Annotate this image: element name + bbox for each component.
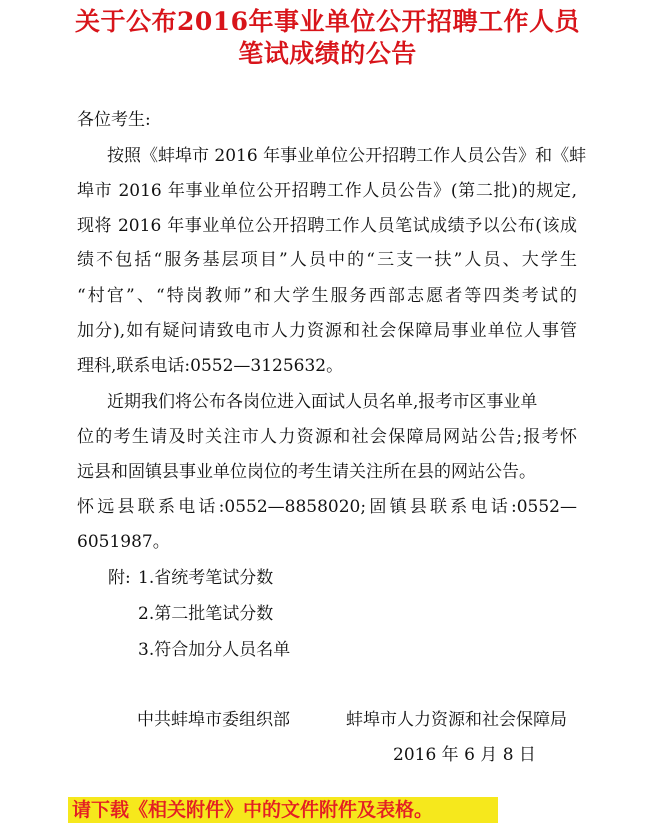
notice-title-line-2: 笔试成绩的公告 — [238, 39, 417, 68]
attachment-item-1: 1.省统考笔试分数 — [138, 568, 274, 588]
paragraph-1-line-6: 加分),如有疑问请致电市人力资源和社会保障局事业单位人事管 — [77, 321, 577, 341]
paragraph-1-line-5: “村官”、“特岗教师”和大学生服务西部志愿者等四类考试的 — [77, 286, 577, 306]
paragraph-1-line-3: 现将 2016 年事业单位公开招聘工作人员笔试成绩予以公布(该成 — [77, 216, 577, 236]
attachment-item-2: 2.第二批笔试分数 — [138, 604, 274, 624]
paragraph-2-line-1: 近期我们将公布各岗位进入面试人员名单,报考市区事业单 — [107, 392, 538, 412]
notice-title-line-1: 关于公布2016年事业单位公开招聘工作人员 — [74, 7, 581, 36]
paragraph-1-line-2: 埠市 2016 年事业单位公开招聘工作人员公告》(第二批)的规定, — [77, 181, 577, 201]
attachments-label: 附: — [108, 568, 131, 588]
paragraph-2-line-2: 位的考生请及时关注市人力资源和社会保障局网站公告;报考怀 — [77, 427, 577, 447]
paragraph-2-line-3: 远县和固镇县事业单位岗位的考生请关注所在县的网站公告。 — [77, 462, 536, 482]
paragraph-1-line-4: 绩不包括“服务基层项目”人员中的“三支一扶”人员、大学生 — [77, 250, 577, 270]
paragraph-2-line-5: 6051987。 — [77, 532, 170, 552]
signature-org-hr-bureau: 蚌埠市人力资源和社会保障局 — [346, 710, 567, 730]
download-notice-text[interactable]: 请下载《相关附件》中的文件附件及表格。 — [72, 799, 434, 821]
paragraph-1-line-7: 理科,联系电话:0552—3125632。 — [77, 356, 344, 376]
salutation: 各位考生: — [77, 110, 151, 130]
signature-date: 2016 年 6 月 8 日 — [393, 745, 536, 765]
paragraph-1-line-1: 按照《蚌埠市 2016 年事业单位公开招聘工作人员公告》和《蚌 — [107, 146, 587, 166]
attachment-item-3: 3.符合加分人员名单 — [138, 640, 291, 660]
download-notice-banner — [68, 797, 498, 823]
signature-org-party-committee: 中共蚌埠市委组织部 — [137, 710, 290, 730]
paragraph-2-line-4: 怀远县联系电话:0552—8858020;固镇县联系电话:0552— — [77, 497, 577, 517]
